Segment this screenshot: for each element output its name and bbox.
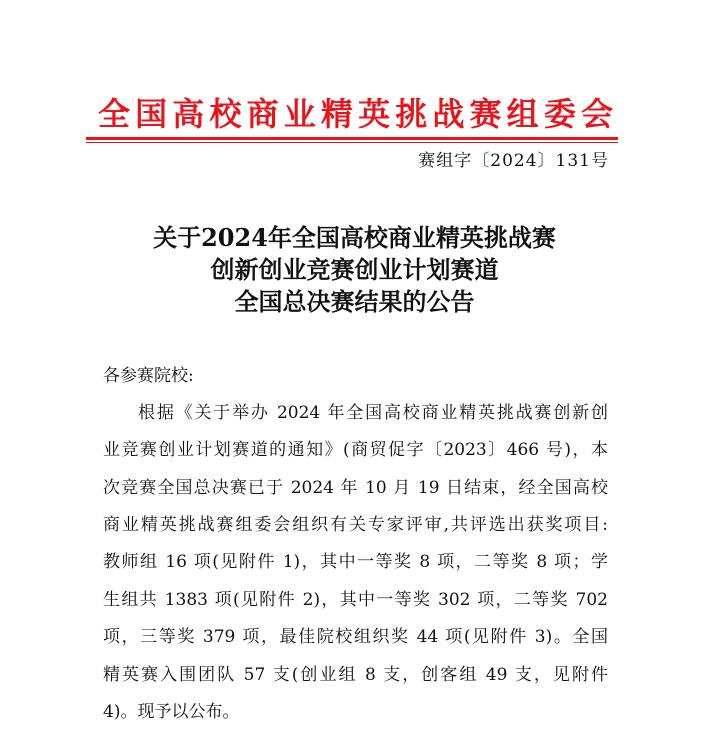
announcement-title-line-3: 全国总决赛结果的公告: [234, 287, 475, 316]
announcement-title-line-1: 关于2024年全国高校商业精英挑战赛: [153, 223, 556, 252]
body-line: 项，三等奖 379 项，最佳院校组织奖 44 项(见附件 3)。全国: [103, 627, 608, 647]
red-header-rule: [86, 137, 618, 140]
document-number: 赛组字〔2024〕131号: [418, 151, 609, 171]
body-line: 次竞赛全国总决赛已于 2024 年 10 月 19 日结束，经全国高校: [103, 478, 608, 498]
body-line: 4)。现予以公布。: [103, 702, 240, 722]
red-header-rule-thin: [86, 142, 618, 143]
announcement-title-line-2: 创新创业竞赛创业计划赛道: [210, 255, 499, 284]
salutation: 各参赛院校:: [103, 366, 194, 386]
organization-title: 全国高校商业精英挑战赛组委会: [98, 95, 613, 133]
body-line: 业竞赛创业计划赛道的通知》(商贸促字〔2023〕466 号)，本: [103, 440, 608, 460]
body-line: 根据《关于举办 2024 年全国高校商业精英挑战赛创新创: [138, 403, 608, 423]
body-line: 商业精英挑战赛组委会组织有关专家评审,共评选出获奖项目:: [103, 515, 608, 535]
body-line: 教师组 16 项(见附件 1)，其中一等奖 8 项，二等奖 8 项；学: [103, 552, 608, 572]
body-line: 生组共 1383 项(见附件 2)，其中一等奖 302 项，二等奖 702: [103, 590, 608, 610]
body-line: 精英赛入围团队 57 支(创业组 8 支，创客组 49 支，见附件: [103, 665, 608, 685]
